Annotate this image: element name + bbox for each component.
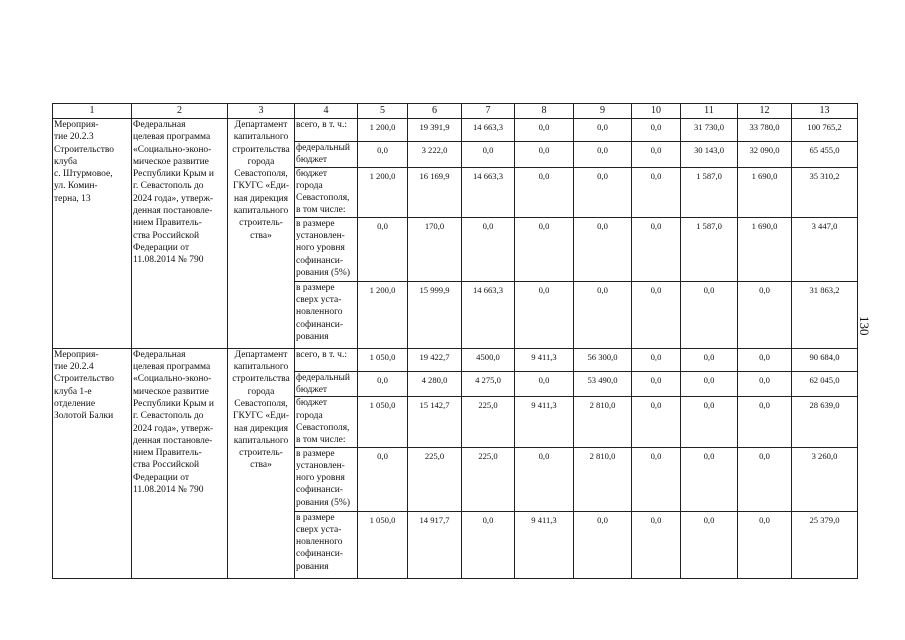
cell-line: строитель- <box>239 448 283 459</box>
col-header-8: 8 <box>515 104 574 119</box>
cell-line: нием Правитель- <box>133 218 202 229</box>
cell-line: ства Российской <box>133 230 200 241</box>
cell-line: целевая программа <box>133 132 211 143</box>
value-cell: 0,0 <box>358 371 408 397</box>
value-cell: 2 810,0 <box>574 397 632 447</box>
funding-source-cell <box>295 167 358 217</box>
col-header-10: 10 <box>632 104 681 119</box>
funding-source-cell <box>295 217 358 281</box>
cell-line: бюджет <box>296 398 328 409</box>
funding-source-cell <box>295 142 358 168</box>
value-cell: 0,0 <box>681 447 738 511</box>
cell-line: капитального <box>233 362 289 373</box>
col-header-7: 7 <box>462 104 515 119</box>
value-cell: 1 050,0 <box>358 397 408 447</box>
value-cell: 0,0 <box>632 167 681 217</box>
cell-line: г. Севастополь до <box>133 181 204 192</box>
cell-line: рования (5%) <box>296 497 350 508</box>
value-cell: 1 690,0 <box>738 217 792 281</box>
value-cell: 19 391,9 <box>408 119 462 142</box>
cell-line: в размере <box>296 512 335 523</box>
cell-line: ул. Комин- <box>54 181 98 192</box>
cell-line: ная дирекция <box>233 193 289 204</box>
value-cell: 1 587,0 <box>681 217 738 281</box>
header-row <box>53 104 858 119</box>
value-cell: 0,0 <box>358 217 408 281</box>
value-cell: 9 411,3 <box>515 348 574 371</box>
col-header-13: 13 <box>792 104 858 119</box>
value-cell: 0,0 <box>738 281 792 348</box>
cell-line: софинанси- <box>296 319 344 330</box>
funding-source-cell <box>295 397 358 447</box>
cell-line: установлен- <box>296 231 345 242</box>
value-cell: 14 663,3 <box>462 167 515 217</box>
cell-line: сверх уста- <box>296 295 342 306</box>
cell-line: софинанси- <box>296 255 344 266</box>
col-header-6: 6 <box>408 104 462 119</box>
value-cell: 0,0 <box>574 167 632 217</box>
cell-line: Федерации от <box>133 242 190 253</box>
cell-line: клуба 1-е <box>54 386 92 397</box>
value-cell: 0,0 <box>632 217 681 281</box>
value-cell: 1 200,0 <box>358 119 408 142</box>
cell-line: рования (5%) <box>296 267 350 278</box>
cell-line: Севастополя, <box>234 398 288 409</box>
value-cell: 32 090,0 <box>738 142 792 168</box>
value-cell: 0,0 <box>515 281 574 348</box>
value-cell: 0,0 <box>681 511 738 578</box>
value-cell: 14 663,3 <box>462 119 515 142</box>
value-cell: 25 379,0 <box>792 511 858 578</box>
cell-line: строительства <box>232 374 290 385</box>
cell-line: города <box>247 386 275 397</box>
value-cell: 225,0 <box>408 447 462 511</box>
value-cell: 0,0 <box>738 511 792 578</box>
value-cell: 31 863,2 <box>792 281 858 348</box>
value-cell: 4500,0 <box>462 348 515 371</box>
cell-line: Республики Крым и <box>133 398 214 409</box>
cell-line: мическое развитие <box>133 386 209 397</box>
cell-line: в размере <box>296 448 335 459</box>
value-cell: 0,0 <box>632 397 681 447</box>
cell-line: 2024 года», утверж- <box>133 423 214 434</box>
funding-source-cell <box>295 371 358 397</box>
cell-line: ства» <box>250 460 272 471</box>
funding-source-cell <box>295 511 358 578</box>
col-header-3: 3 <box>228 104 295 119</box>
value-cell: 0,0 <box>574 142 632 168</box>
cell-line: Строительство <box>54 144 115 155</box>
cell-line: «Социально-эконо- <box>133 144 212 155</box>
cell-line: капитального <box>233 435 289 446</box>
cell-line: бюджет <box>296 385 328 396</box>
cell-line: Федерации от <box>133 472 190 483</box>
cell-line: в том числе: <box>296 435 346 446</box>
cell-line: мическое развитие <box>133 156 209 167</box>
cell-line: целевая программа <box>133 362 211 373</box>
value-cell: 9 411,3 <box>515 397 574 447</box>
cell-line: ГКУГС «Еди- <box>232 181 290 192</box>
program-cell <box>132 348 228 578</box>
value-cell: 65 455,0 <box>792 142 858 168</box>
cell-line: строительства <box>232 144 290 155</box>
value-cell: 14 663,3 <box>462 281 515 348</box>
cell-line: новленного <box>296 307 343 318</box>
cell-line: нием Правитель- <box>133 448 202 459</box>
executor-cell <box>228 348 295 578</box>
cell-line: Золотой Балки <box>54 411 114 422</box>
cell-line: строитель- <box>239 218 283 229</box>
cell-line: города <box>296 180 323 191</box>
table-row <box>53 348 858 371</box>
value-cell: 3 260,0 <box>792 447 858 511</box>
cell-line: города <box>247 156 275 167</box>
cell-line: Севастополя, <box>296 193 350 204</box>
value-cell: 0,0 <box>515 217 574 281</box>
value-cell: 53 490,0 <box>574 371 632 397</box>
cell-line: Севастополя, <box>296 422 350 433</box>
value-cell: 4 275,0 <box>462 371 515 397</box>
table-row <box>53 119 858 142</box>
cell-line: денная постановле- <box>133 206 213 217</box>
cell-line: 11.08.2014 № 790 <box>133 485 204 496</box>
value-cell: 0,0 <box>681 281 738 348</box>
value-cell: 56 300,0 <box>574 348 632 371</box>
value-cell: 2 810,0 <box>574 447 632 511</box>
value-cell: 9 411,3 <box>515 511 574 578</box>
cell-line: всего, в т. ч.: <box>296 349 347 360</box>
value-cell: 0,0 <box>515 371 574 397</box>
funding-source-cell <box>295 119 358 142</box>
value-cell: 16 169,9 <box>408 167 462 217</box>
cell-line: «Социально-эконо- <box>133 374 212 385</box>
cell-line: новленного <box>296 537 343 548</box>
cell-line: Департамент <box>234 349 288 360</box>
value-cell: 0,0 <box>738 348 792 371</box>
cell-line: 11.08.2014 № 790 <box>133 255 204 266</box>
value-cell: 1 690,0 <box>738 167 792 217</box>
cell-line: Департамент <box>234 120 288 130</box>
value-cell: 1 587,0 <box>681 167 738 217</box>
cell-line: 2024 года», утверж- <box>133 193 214 204</box>
value-cell: 0,0 <box>574 511 632 578</box>
cell-line: ства» <box>250 230 272 241</box>
cell-line: рования <box>296 561 329 572</box>
cell-line: тие 20.2.3 <box>54 132 94 143</box>
value-cell: 4 280,0 <box>408 371 462 397</box>
table-body <box>53 104 858 579</box>
cell-line: бюджет <box>296 155 328 166</box>
col-header-4: 4 <box>295 104 358 119</box>
funding-source-cell <box>295 447 358 511</box>
cell-line: федеральный <box>296 372 350 383</box>
value-cell: 170,0 <box>408 217 462 281</box>
cell-line: Мероприя- <box>54 120 99 130</box>
value-cell: 0,0 <box>738 447 792 511</box>
col-header-9: 9 <box>574 104 632 119</box>
cell-line: софинанси- <box>296 549 344 560</box>
cell-line: г. Севастополь до <box>133 411 204 422</box>
value-cell: 1 050,0 <box>358 348 408 371</box>
value-cell: 62 045,0 <box>792 371 858 397</box>
cell-line: Строительство <box>54 374 115 385</box>
value-cell: 1 050,0 <box>358 511 408 578</box>
value-cell: 0,0 <box>632 447 681 511</box>
value-cell: 0,0 <box>515 167 574 217</box>
funding-source-cell <box>295 281 358 348</box>
cell-line: ного уровня <box>296 473 345 484</box>
value-cell: 0,0 <box>738 371 792 397</box>
cell-line: терна, 13 <box>54 193 91 204</box>
cell-line: Мероприя- <box>54 349 99 360</box>
value-cell: 3 222,0 <box>408 142 462 168</box>
value-cell: 0,0 <box>632 371 681 397</box>
program-cell <box>132 119 228 349</box>
value-cell: 0,0 <box>681 371 738 397</box>
col-header-12: 12 <box>738 104 792 119</box>
cell-line: софинанси- <box>296 485 344 496</box>
value-cell: 0,0 <box>574 119 632 142</box>
value-cell: 0,0 <box>632 281 681 348</box>
value-cell: 0,0 <box>632 511 681 578</box>
cell-line: Республики Крым и <box>133 169 214 180</box>
value-cell: 31 730,0 <box>681 119 738 142</box>
value-cell: 0,0 <box>574 281 632 348</box>
cell-line: капитального <box>233 206 289 217</box>
col-header-11: 11 <box>681 104 738 119</box>
cell-line: города <box>296 410 323 421</box>
value-cell: 0,0 <box>515 447 574 511</box>
cell-line: федеральный <box>296 143 350 153</box>
cell-line: в том числе: <box>296 205 346 216</box>
cell-line: Севастополя, <box>234 169 288 180</box>
value-cell: 15 142,7 <box>408 397 462 447</box>
cell-line: ного уровня <box>296 243 345 254</box>
value-cell: 0,0 <box>462 142 515 168</box>
value-cell: 225,0 <box>462 447 515 511</box>
col-header-1: 1 <box>53 104 132 119</box>
cell-line: в размере <box>296 218 335 229</box>
cell-line: ГКУГС «Еди- <box>232 411 290 422</box>
cell-line: капитального <box>233 132 289 143</box>
event-cell <box>53 348 132 578</box>
event-cell <box>53 119 132 349</box>
value-cell: 33 780,0 <box>738 119 792 142</box>
value-cell: 0,0 <box>515 142 574 168</box>
cell-line: отделение <box>54 398 96 409</box>
cell-line: рования <box>296 331 329 342</box>
value-cell: 1 200,0 <box>358 281 408 348</box>
value-cell: 0,0 <box>738 397 792 447</box>
value-cell: 0,0 <box>462 217 515 281</box>
col-header-5: 5 <box>358 104 408 119</box>
value-cell: 14 917,7 <box>408 511 462 578</box>
value-cell: 225,0 <box>462 397 515 447</box>
value-cell: 0,0 <box>632 142 681 168</box>
col-header-2: 2 <box>132 104 228 119</box>
cell-line: бюджет <box>296 168 328 179</box>
value-cell: 90 684,0 <box>792 348 858 371</box>
funding-source-cell <box>295 348 358 371</box>
value-cell: 30 143,0 <box>681 142 738 168</box>
cell-line: ства Российской <box>133 460 200 471</box>
value-cell: 15 999,9 <box>408 281 462 348</box>
value-cell: 0,0 <box>358 142 408 168</box>
value-cell: 0,0 <box>632 348 681 371</box>
cell-line: клуба <box>54 156 78 167</box>
value-cell: 0,0 <box>681 348 738 371</box>
cell-line: Федеральная <box>133 349 186 360</box>
cell-line: с. Штурмовое, <box>54 169 113 180</box>
value-cell: 0,0 <box>681 397 738 447</box>
value-cell: 3 447,0 <box>792 217 858 281</box>
page-number: 130 <box>857 316 872 336</box>
cell-line: Федеральная <box>133 120 186 130</box>
cell-line: сверх уста- <box>296 524 342 535</box>
value-cell: 28 639,0 <box>792 397 858 447</box>
value-cell: 0,0 <box>574 217 632 281</box>
value-cell: 1 200,0 <box>358 167 408 217</box>
value-cell: 0,0 <box>632 119 681 142</box>
cell-line: денная постановле- <box>133 435 213 446</box>
cell-line: тие 20.2.4 <box>54 362 94 373</box>
cell-line: установлен- <box>296 460 345 471</box>
cell-line: ная дирекция <box>233 423 289 434</box>
value-cell: 0,0 <box>358 447 408 511</box>
cell-line: всего, в т. ч.: <box>296 120 347 130</box>
value-cell: 19 422,7 <box>408 348 462 371</box>
budget-table <box>52 103 858 579</box>
executor-cell <box>228 119 295 349</box>
value-cell: 100 765,2 <box>792 119 858 142</box>
value-cell: 0,0 <box>462 511 515 578</box>
cell-line: в размере <box>296 282 335 293</box>
value-cell: 35 310,2 <box>792 167 858 217</box>
value-cell: 0,0 <box>515 119 574 142</box>
